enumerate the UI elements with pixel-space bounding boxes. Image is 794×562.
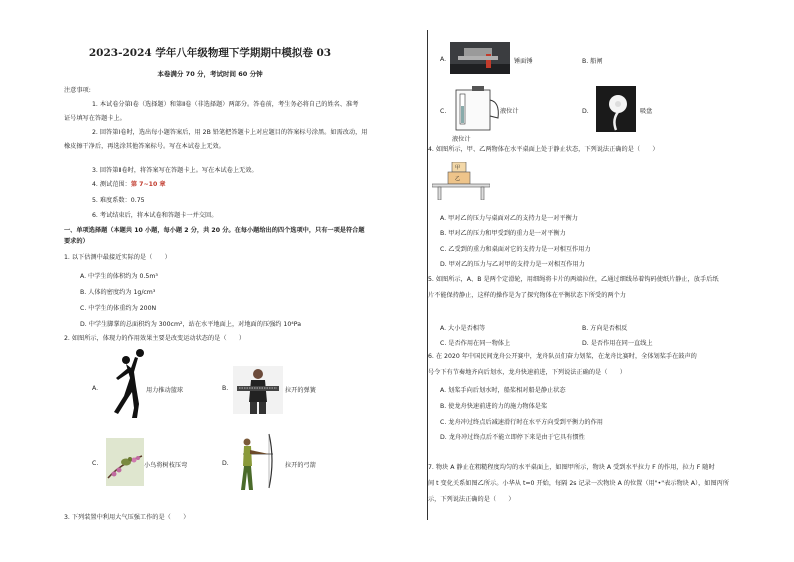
notice-line: 橡皮擦干净后，再选涂其他答案标号。写在本试卷上无效。	[64, 143, 225, 150]
question-7-stem: 7. 物块 A 静止在粗糙程度均匀的水平桌面上，如图甲所示，物块 A 受到水平拉力 F 的作用，拉力 F 随时	[428, 464, 715, 471]
level-gauge-kettle-image	[452, 86, 504, 134]
q6-option-a[interactable]: A. 划桨手向后划水时，船桨相对船是静止状态	[440, 387, 566, 394]
spring-expander-image	[233, 366, 283, 414]
q3-option-a[interactable]: A.	[440, 56, 447, 63]
question-4-stem: 4. 如图所示，甲、乙两物体在水平桌面上处于静止状态，下列说法正确的是（ ）	[428, 146, 659, 153]
stacked-blocks-diagram	[432, 162, 490, 200]
q4-option-b[interactable]: B. 甲对乙的压力和甲受到的重力是一对平衡力	[440, 230, 566, 237]
q3-sublabel-c: 液位计	[452, 136, 471, 143]
q5-option-b[interactable]: B. 方向是否相反	[582, 325, 628, 332]
notice-line: 2. 回答第Ⅰ卷时，选出每小题答案后，用 2B 铅笔把答题卡上对应题目的答案标号涂黑。如需改动，用	[92, 129, 368, 136]
bird-branch-image	[106, 438, 144, 486]
q6-option-d[interactable]: D. 龙舟冲过终点后不能立即停下来是由于它具有惯性	[440, 434, 585, 441]
question-5-stem: 5. 如图所示，A、B 是两个定滑轮，用细绳将卡片的两端拉住，乙通过细线吊着钩码使纸片静止，放手后纸	[428, 276, 719, 283]
test-scope	[92, 181, 166, 189]
q6-option-b[interactable]: B. 使龙舟快速前进的力的施力物体是桨	[440, 403, 548, 410]
q2-caption-b: 拉开的弹簧	[285, 387, 316, 394]
q2-option-b[interactable]: B.	[222, 385, 229, 392]
q6-option-c[interactable]: C. 龙舟冲过终点后减速滑行时在水平方向受到平衡力的作用	[440, 419, 603, 426]
question-1-stem: 1. 以下估测中最接近实际的是（ ）	[64, 254, 171, 261]
notice-line: 3. 回答第Ⅱ卷时，将答案写在答题卡上。写在本试卷上无效。	[92, 167, 258, 174]
q3-option-d[interactable]: D.	[582, 108, 589, 115]
q1-option-b[interactable]: B. 人体的密度约为 1g/cm³	[80, 289, 156, 296]
test-scope-value: 第 7~10 章	[130, 181, 166, 188]
basketball-player-image	[106, 348, 150, 420]
page-subtitle: 本卷满分 70 分，考试时间 60 分钟	[157, 70, 263, 78]
notice-line: 证号填写在答题卡上。	[64, 115, 126, 122]
archer-image	[235, 432, 275, 492]
section-heading: 一、单项选择题（本题共 10 小题，每小题 2 分，共 20 分。在每小题给出的四个选项中，只有一项是符合题	[64, 227, 365, 234]
end-note: 6. 考试结束后，将本试卷和答题卡一并交回。	[92, 212, 218, 219]
question-7-stem-cont: 间 t 变化关系如图乙所示。小华从 t=0 开始，每隔 2s 记录一次物块 A 的位置（用"•"表示物块 A），如图丙所	[428, 480, 730, 487]
notice-line: 1. 本试卷分第Ⅰ卷（选择题）和第Ⅱ卷（非选择题）两部分。答卷前，考生务必将自己的姓名、准考	[92, 101, 359, 108]
test-scope-label: 4. 测试范围：	[92, 181, 131, 188]
q5-option-c[interactable]: C. 是否作用在同一物体上	[440, 340, 511, 347]
q3-option-c[interactable]: C.	[440, 108, 447, 115]
q2-caption-d: 拉开的弓箭	[285, 462, 316, 469]
q3-caption-c: 液位计	[500, 108, 519, 115]
q2-option-d[interactable]: D.	[222, 460, 229, 467]
suction-cup-image	[596, 86, 636, 132]
q3-caption-d: 吸盘	[640, 108, 653, 115]
q1-option-d[interactable]: D. 中学生脚掌的总面积约为 300cm²，站在水平地面上，对地面的压强约 10⁴Pa	[80, 321, 302, 328]
column-divider	[427, 30, 428, 520]
hammer-image	[450, 42, 510, 74]
q5-option-d[interactable]: D. 是否作用在同一直线上	[582, 340, 653, 347]
q2-caption-c: 小鸟将树枝压弯	[144, 462, 188, 469]
question-6-stem: 6. 在 2020 年中国民间龙舟公开赛中，龙舟队员们奋力划桨，在龙舟比赛时，全体划桨手在鼓声的	[428, 353, 697, 360]
q1-option-a[interactable]: A. 中学生的体积约为 0.5m³	[80, 273, 158, 280]
q2-option-c[interactable]: C.	[92, 460, 99, 467]
question-2-stem: 2. 如图所示，体现力的作用效果主要是改变运动状态的是（ ）	[64, 335, 246, 342]
q1-option-c[interactable]: C. 中学生的体重约为 200N	[80, 305, 157, 312]
q2-caption-a: 用力推动篮球	[146, 387, 184, 394]
q4-option-c[interactable]: C. 乙受到的重力和桌面对它的支持力是一对相互作用力	[440, 246, 591, 253]
q5-option-a[interactable]: A. 大小是否相等	[440, 325, 486, 332]
q2-option-a[interactable]: A.	[92, 385, 99, 392]
q3-caption-a: 锤面锤	[514, 58, 533, 65]
page-title: 2023-2024 学年八年级物理下学期期中模拟卷 03	[88, 47, 332, 59]
question-7-stem-cont2: 示，下列说法正确的是（ ）	[428, 496, 515, 503]
question-3-stem: 3. 下列装置中利用大气压强工作的是（ ）	[64, 514, 190, 521]
question-5-stem-cont: 片不能保持静止，这样的操作是为了探究物体在平衡状态下所受的两个力	[428, 292, 626, 299]
question-6-stem-cont: 号令下有节奏地齐向后划水，龙舟快速前进，下列说法正确的是（ ）	[428, 369, 626, 376]
block-bottom-label: 乙	[455, 176, 461, 182]
block-top-label: 甲	[455, 165, 461, 171]
notice-label: 注意事项:	[64, 87, 91, 94]
q3-option-b[interactable]: B. 船闸	[582, 58, 603, 65]
q4-option-d[interactable]: D. 甲对乙的压力与乙对甲的支持力是一对相互作用力	[440, 261, 585, 268]
difficulty: 5. 难度系数：0.75	[92, 197, 145, 204]
q4-option-a[interactable]: A. 甲对乙的压力与桌面对乙的支持力是一对平衡力	[440, 215, 578, 222]
section-heading-cont: 要求的）	[64, 238, 89, 245]
